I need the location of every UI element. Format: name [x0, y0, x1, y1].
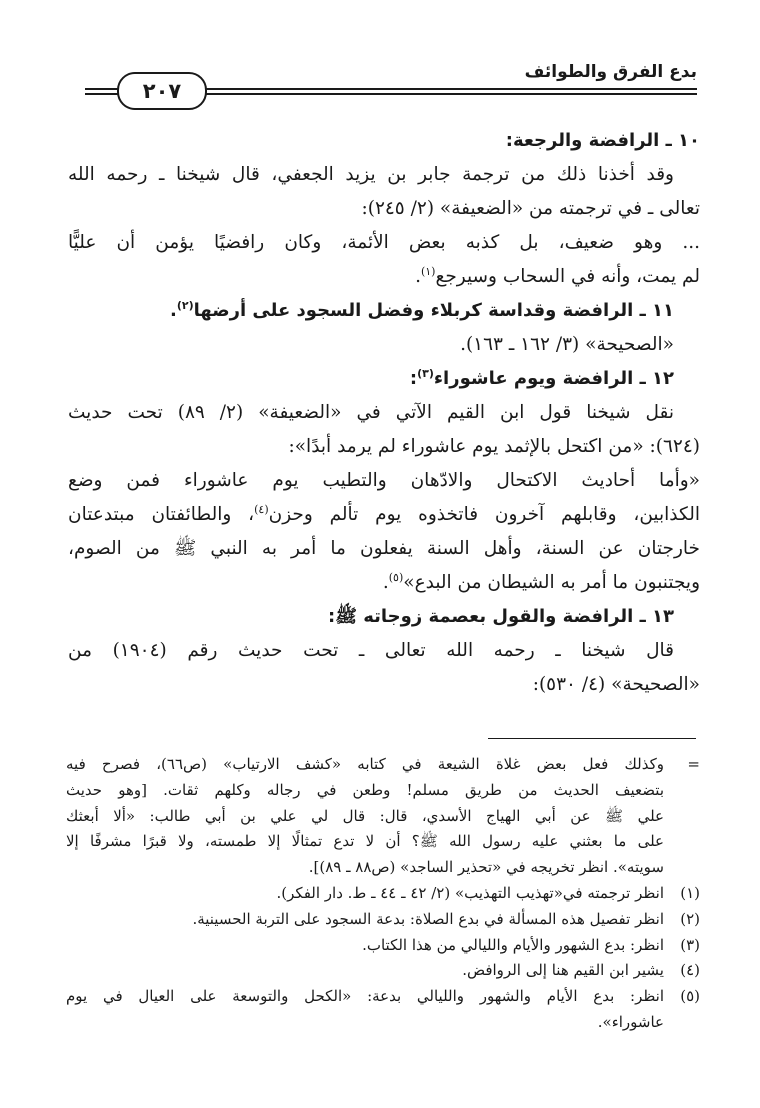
paragraph-line: ويجتنبون ما أمر به الشيطان من البدع»$^{(٥)}$.	[382, 570, 700, 593]
paragraph-line: قال شيخنا ـ رحمه الله تعالى ـ تحت حديث رقم (١٩٠٤) من	[68, 640, 674, 661]
footnote-ref-3[interactable]: (٣)	[417, 367, 434, 380]
footnote-separator	[488, 738, 696, 739]
section-11-heading: ١١ ـ الرافضة وقداسة كربلاء وفضل السجود على أرضها$^{(٢)}$.	[169, 299, 674, 321]
paragraph-line	[68, 498, 700, 532]
footnote-line: علي ﷺ عن أبي الهياج الأسدي، قال: قال لي علي بن أبي طالب: «ألا أبعثك	[66, 806, 664, 825]
footnote-marker: (١)	[680, 883, 700, 902]
heading-text: ١١ ـ الرافضة وقداسة كربلاء وفضل السجود على أرضها	[193, 300, 674, 321]
footnote-ref-2[interactable]: (٢)	[176, 299, 194, 312]
section-13-heading: ١٣ ـ الرافضة والقول بعصمة زوجاته ﷺ:	[328, 606, 674, 627]
footnote-ref-1[interactable]: (١)	[420, 264, 436, 278]
footnote-marker: (٥)	[680, 987, 700, 1006]
footnote-2: (٢) انظر تفصيل هذه المسألة في بدع الصلاة: بدعة السجود على التربة الحسينية.	[66, 907, 700, 933]
footnote-ref-4[interactable]: (٤)	[254, 502, 269, 516]
footnote-5: (٥) انظر: بدع الأيام والشهور والليالي بدعة: «الكحل والتوسعة على العيال في يوم	[66, 984, 700, 1010]
footnote-4: (٤) يشير ابن القيم هنا إلى الروافض.	[66, 958, 700, 984]
main-text	[68, 124, 700, 702]
paragraph-line: وقد أخذنا ذلك من ترجمة جابر بن يزيد الجعفي، قال شيخنا ـ رحمه الله	[68, 164, 674, 185]
footnote-line: على ما بعثني عليه رسول الله ﷺ؟ أن لا تدع تمثالًا إلا طمسته، ولا قبرًا مشرفًا إلا	[66, 832, 664, 851]
paragraph-line: «وأما أحاديث الاكتحال والادّهان والتطيب يوم عاشوراء فمن وضع	[68, 470, 700, 491]
page-header	[85, 52, 697, 112]
footnote-ref-5[interactable]: (٥)	[388, 570, 404, 584]
footnote-marker: =	[687, 755, 700, 773]
footnote-continuation: = وكذلك فعل بعض غلاة الشيعة في كتابه «كشف الارتياب» (ص٦٦)، فصرح فيه	[66, 752, 700, 778]
line-text: ويجتنبون ما أمر به الشيطان من البدع»	[403, 572, 700, 593]
footnote-marker: (٢)	[680, 909, 700, 928]
line-text: لم يمت، وأنه في السحاب وسيرجع	[435, 266, 700, 287]
paragraph-line: ... وهو ضعيف، بل كذبه بعض الأئمة، وكان رافضيًا يؤمن أن عليًّا	[68, 232, 700, 253]
section-12-heading: ١٢ ـ الرافضة ويوم عاشوراء$^{(٣)}$:	[409, 367, 674, 389]
paragraph-line: «الصحيحة» (٤/ ٥٣٠):	[532, 674, 700, 695]
footnote-marker: (٤)	[680, 961, 700, 980]
footnotes	[66, 752, 700, 1036]
paragraph-line: (٦٢٤): «من اكتحل بالإثمد يوم عاشوراء لم يرمد أبدًا»:	[288, 436, 700, 457]
footnote-line: بتضعيف الحديث من طريق مسلم! وطعن في رجاله وكلهم ثقات. [وهو حديث	[66, 780, 664, 799]
footnote-3: (٣) انظر: بدع الشهور والأيام والليالي من هذا الكتاب.	[66, 933, 700, 959]
line-text: الكذابين، وقابلهم آخرون فاتخذوه يوم تألم وحزن	[268, 504, 700, 525]
running-title: بدع الفرق والطوائف	[524, 62, 697, 82]
line-text: ، والطائفتان مبتدعتان	[68, 504, 255, 525]
paragraph-line: «الصحيحة» (٣/ ١٦٢ ـ ١٦٣).	[460, 334, 674, 355]
paragraph-line: نقل شيخنا قول ابن القيم الآتي في «الضعيفة» (٢/ ٨٩) تحت حديث	[68, 402, 674, 423]
footnote-marker: (٣)	[680, 935, 700, 954]
footnote-line: عاشوراء».	[597, 1012, 664, 1031]
paragraph-line: خارجتان عن السنة، وأهل السنة يفعلون ما أمر به النبي ﷺ من الصوم،	[68, 538, 700, 559]
footnote-line: سويته». انظر تخريجه في «تحذير الساجد» (ص٨٨ ـ ٨٩)].	[308, 858, 664, 877]
page-number: ٢٠٧	[117, 72, 207, 110]
paragraph-line: تعالى ـ في ترجمته من «الضعيفة» (٢/ ٢٤٥):	[361, 198, 700, 219]
heading-text: ١٢ ـ الرافضة ويوم عاشوراء	[433, 368, 674, 389]
section-10-heading: ١٠ ـ الرافضة والرجعة:	[505, 130, 700, 151]
paragraph-line: لم يمت، وأنه في السحاب وسيرجع$^{(١)}$.	[415, 264, 700, 287]
footnote-1: (١) انظر ترجمته في«تهذيب التهذيب» (٢/ ٤٢ ـ ٤٤ ـ ط. دار الفكر).	[66, 881, 700, 907]
